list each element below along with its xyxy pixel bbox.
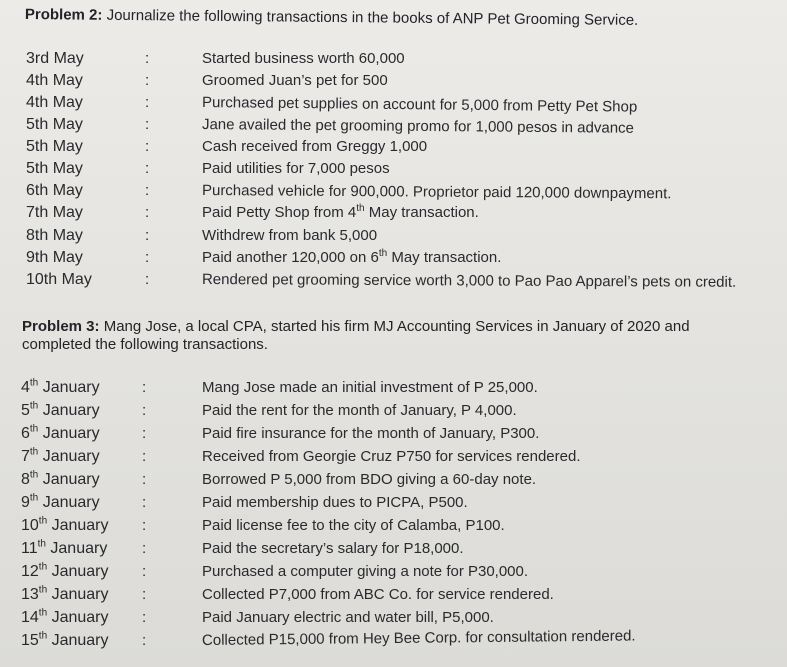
transaction-date — [21, 563, 109, 581]
ordinal-suffix: th — [29, 492, 39, 504]
transaction-row — [0, 609, 787, 631]
ordinal-suffix: th — [38, 515, 48, 527]
ordinal-suffix: th — [38, 584, 48, 596]
transaction-date: 9th May — [26, 249, 83, 266]
transaction-description: Mang Jose made an initial investment of P 25,000. — [202, 379, 538, 396]
date-month: January — [47, 632, 109, 649]
separator: : — [142, 517, 147, 534]
transaction-description: Rendered pet grooming service worth 3,000 to Pao Pao Apparel’s pets on credit. — [201, 271, 737, 291]
transaction-row — [0, 94, 787, 116]
transaction-date: 6th May — [26, 182, 83, 199]
ordinal-suffix: th — [37, 538, 46, 550]
transaction-description: Paid license fee to the city of Calamba, P100. — [202, 517, 505, 534]
problem-2-heading — [25, 6, 639, 30]
date-day: 8 — [21, 471, 30, 488]
ordinal-suffix: th — [38, 607, 48, 619]
transaction-description: Paid the rent for the month of January, P 4,000. — [202, 402, 517, 419]
date-month: January — [38, 425, 100, 442]
ordinal-suffix: th — [29, 400, 39, 412]
transaction-row — [0, 425, 787, 447]
separator: : — [145, 182, 150, 199]
date-day: 9 — [21, 494, 30, 511]
separator: : — [142, 494, 147, 511]
transaction-date: 8th May — [26, 227, 83, 244]
date-month: January — [38, 471, 100, 488]
ordinal-suffix: th — [29, 446, 39, 458]
transaction-description: Cash received from Greggy 1,000 — [202, 138, 428, 155]
transaction-row — [0, 160, 787, 182]
transaction-description — [202, 204, 479, 221]
separator: : — [142, 471, 147, 488]
transaction-date — [21, 402, 100, 420]
transaction-row — [0, 116, 787, 138]
ordinal-suffix: th — [29, 423, 39, 435]
description-text: Paid another 120,000 on 6 — [202, 249, 379, 266]
date-month: January — [38, 379, 100, 396]
separator: : — [145, 50, 150, 67]
problem-3-instruction: Mang Jose, a local CPA, started his firm MJ Accounting Services in January of 2020 and — [99, 318, 690, 335]
date-month: January — [38, 494, 100, 511]
separator: : — [145, 116, 150, 133]
separator: : — [142, 448, 147, 465]
date-day: 13 — [21, 586, 39, 603]
problem-2-instruction: Journalize the following transactions in the books of ANP Pet Grooming Service. — [102, 6, 639, 29]
ordinal-suffix: th — [38, 561, 48, 573]
transaction-date — [21, 494, 100, 512]
ordinal-suffix: th — [29, 377, 39, 389]
transaction-row — [0, 448, 787, 470]
separator: : — [145, 271, 150, 288]
transaction-row — [0, 204, 787, 226]
ordinal-suffix: th — [38, 630, 48, 642]
transaction-description: Paid January electric and water bill, P5,000. — [202, 609, 494, 626]
separator: : — [142, 632, 147, 649]
separator: : — [142, 586, 147, 603]
separator: : — [142, 425, 147, 442]
separator: : — [145, 249, 150, 266]
transaction-date: 4th May — [26, 72, 83, 89]
transaction-date — [21, 586, 109, 604]
transaction-date: 5th May — [26, 160, 83, 177]
ordinal-suffix: th — [29, 469, 39, 481]
transaction-row — [0, 379, 787, 401]
transaction-row — [0, 271, 787, 293]
transaction-row — [0, 563, 787, 585]
separator: : — [145, 72, 150, 89]
transaction-description: Paid utilities for 7,000 pesos — [202, 160, 390, 177]
transaction-description: Started business worth 60,000 — [202, 50, 405, 67]
date-day: 6 — [21, 425, 30, 442]
ordinal-suffix: th — [378, 248, 388, 259]
transaction-description: Purchased a computer giving a note for P30,000. — [202, 563, 529, 580]
transaction-date: 5th May — [26, 138, 83, 155]
separator: : — [145, 94, 150, 111]
separator: : — [142, 540, 147, 557]
transaction-date — [21, 540, 107, 558]
date-month: January — [38, 402, 100, 419]
transaction-row — [0, 72, 787, 94]
date-day: 5 — [21, 402, 30, 419]
transaction-row — [0, 138, 787, 160]
transaction-date: 10th May — [26, 271, 92, 288]
transaction-description: Paid fire insurance for the month of January, P300. — [202, 425, 540, 442]
transaction-description: Borrowed P 5,000 from BDO giving a 60-day note. — [202, 471, 537, 488]
transaction-row — [0, 227, 787, 249]
transaction-date: 3rd May — [26, 50, 84, 67]
transaction-date: 5th May — [26, 116, 83, 133]
date-day: 4 — [21, 379, 30, 396]
separator: : — [142, 379, 147, 396]
transaction-date — [21, 425, 100, 443]
separator: : — [145, 138, 150, 155]
problem-2-label: Problem 2: — [24, 6, 103, 24]
date-day: 15 — [21, 632, 39, 649]
date-month: January — [47, 563, 109, 580]
transaction-date — [21, 448, 100, 466]
date-month: January — [38, 448, 100, 465]
problem-3-heading — [22, 318, 690, 354]
date-day: 12 — [21, 563, 39, 580]
transaction-description: Received from Georgie Cruz P750 for services rendered. — [202, 448, 581, 465]
transaction-row — [0, 249, 787, 271]
date-month: January — [45, 540, 108, 557]
separator: : — [142, 563, 147, 580]
description-text: May transaction. — [387, 249, 502, 266]
transaction-description: Purchased pet supplies on account for 5,000 from Petty Pet Shop — [201, 94, 638, 116]
problem-3-instruction-cont: completed the following transactions. — [22, 336, 268, 353]
separator: : — [145, 160, 150, 177]
transaction-row — [0, 50, 787, 72]
transaction-description: Withdrew from bank 5,000 — [202, 227, 378, 244]
transaction-date — [21, 379, 100, 397]
transaction-description: Paid the secretary’s salary for P18,000. — [202, 540, 464, 557]
separator: : — [145, 227, 150, 244]
transaction-row — [0, 586, 787, 608]
separator: : — [142, 609, 147, 626]
date-day: 14 — [21, 609, 39, 626]
transaction-description: Collected P15,000 from Hey Bee Corp. for consultation rendered. — [201, 627, 636, 649]
date-month: January — [47, 609, 109, 626]
transaction-description — [202, 249, 501, 266]
transaction-date — [21, 517, 109, 535]
transaction-date — [21, 632, 109, 650]
transaction-row — [0, 517, 787, 539]
description-text: Paid Petty Shop from 4 — [202, 204, 357, 221]
transaction-row — [0, 471, 787, 493]
date-day: 7 — [21, 448, 30, 465]
problem-3-label: Problem 3: — [22, 318, 100, 335]
transaction-date — [21, 609, 109, 627]
transaction-description: Jane availed the pet grooming promo for 1,000 pesos in advance — [201, 116, 635, 137]
transaction-description: Groomed Juan’s pet for 500 — [202, 72, 388, 89]
transaction-description: Purchased vehicle for 900,000. Proprietor paid 120,000 downpayment. — [201, 182, 672, 203]
transaction-date — [21, 471, 100, 489]
separator: : — [145, 204, 150, 221]
description-text: May transaction. — [364, 204, 479, 221]
date-day: 11 — [21, 540, 38, 557]
transaction-row — [0, 540, 787, 562]
separator: : — [142, 402, 147, 419]
date-month: January — [47, 586, 109, 603]
transaction-row — [0, 402, 787, 424]
date-day: 10 — [21, 517, 39, 534]
ordinal-suffix: th — [356, 203, 365, 214]
transaction-description: Paid membership dues to PICPA, P500. — [202, 494, 468, 511]
transaction-date: 4th May — [26, 94, 83, 111]
transaction-row — [0, 627, 787, 654]
transaction-date: 7th May — [26, 204, 83, 221]
transaction-row — [0, 494, 787, 516]
date-month: January — [47, 517, 109, 534]
transaction-description: Collected P7,000 from ABC Co. for service rendered. — [202, 586, 554, 603]
transaction-row — [0, 182, 787, 204]
